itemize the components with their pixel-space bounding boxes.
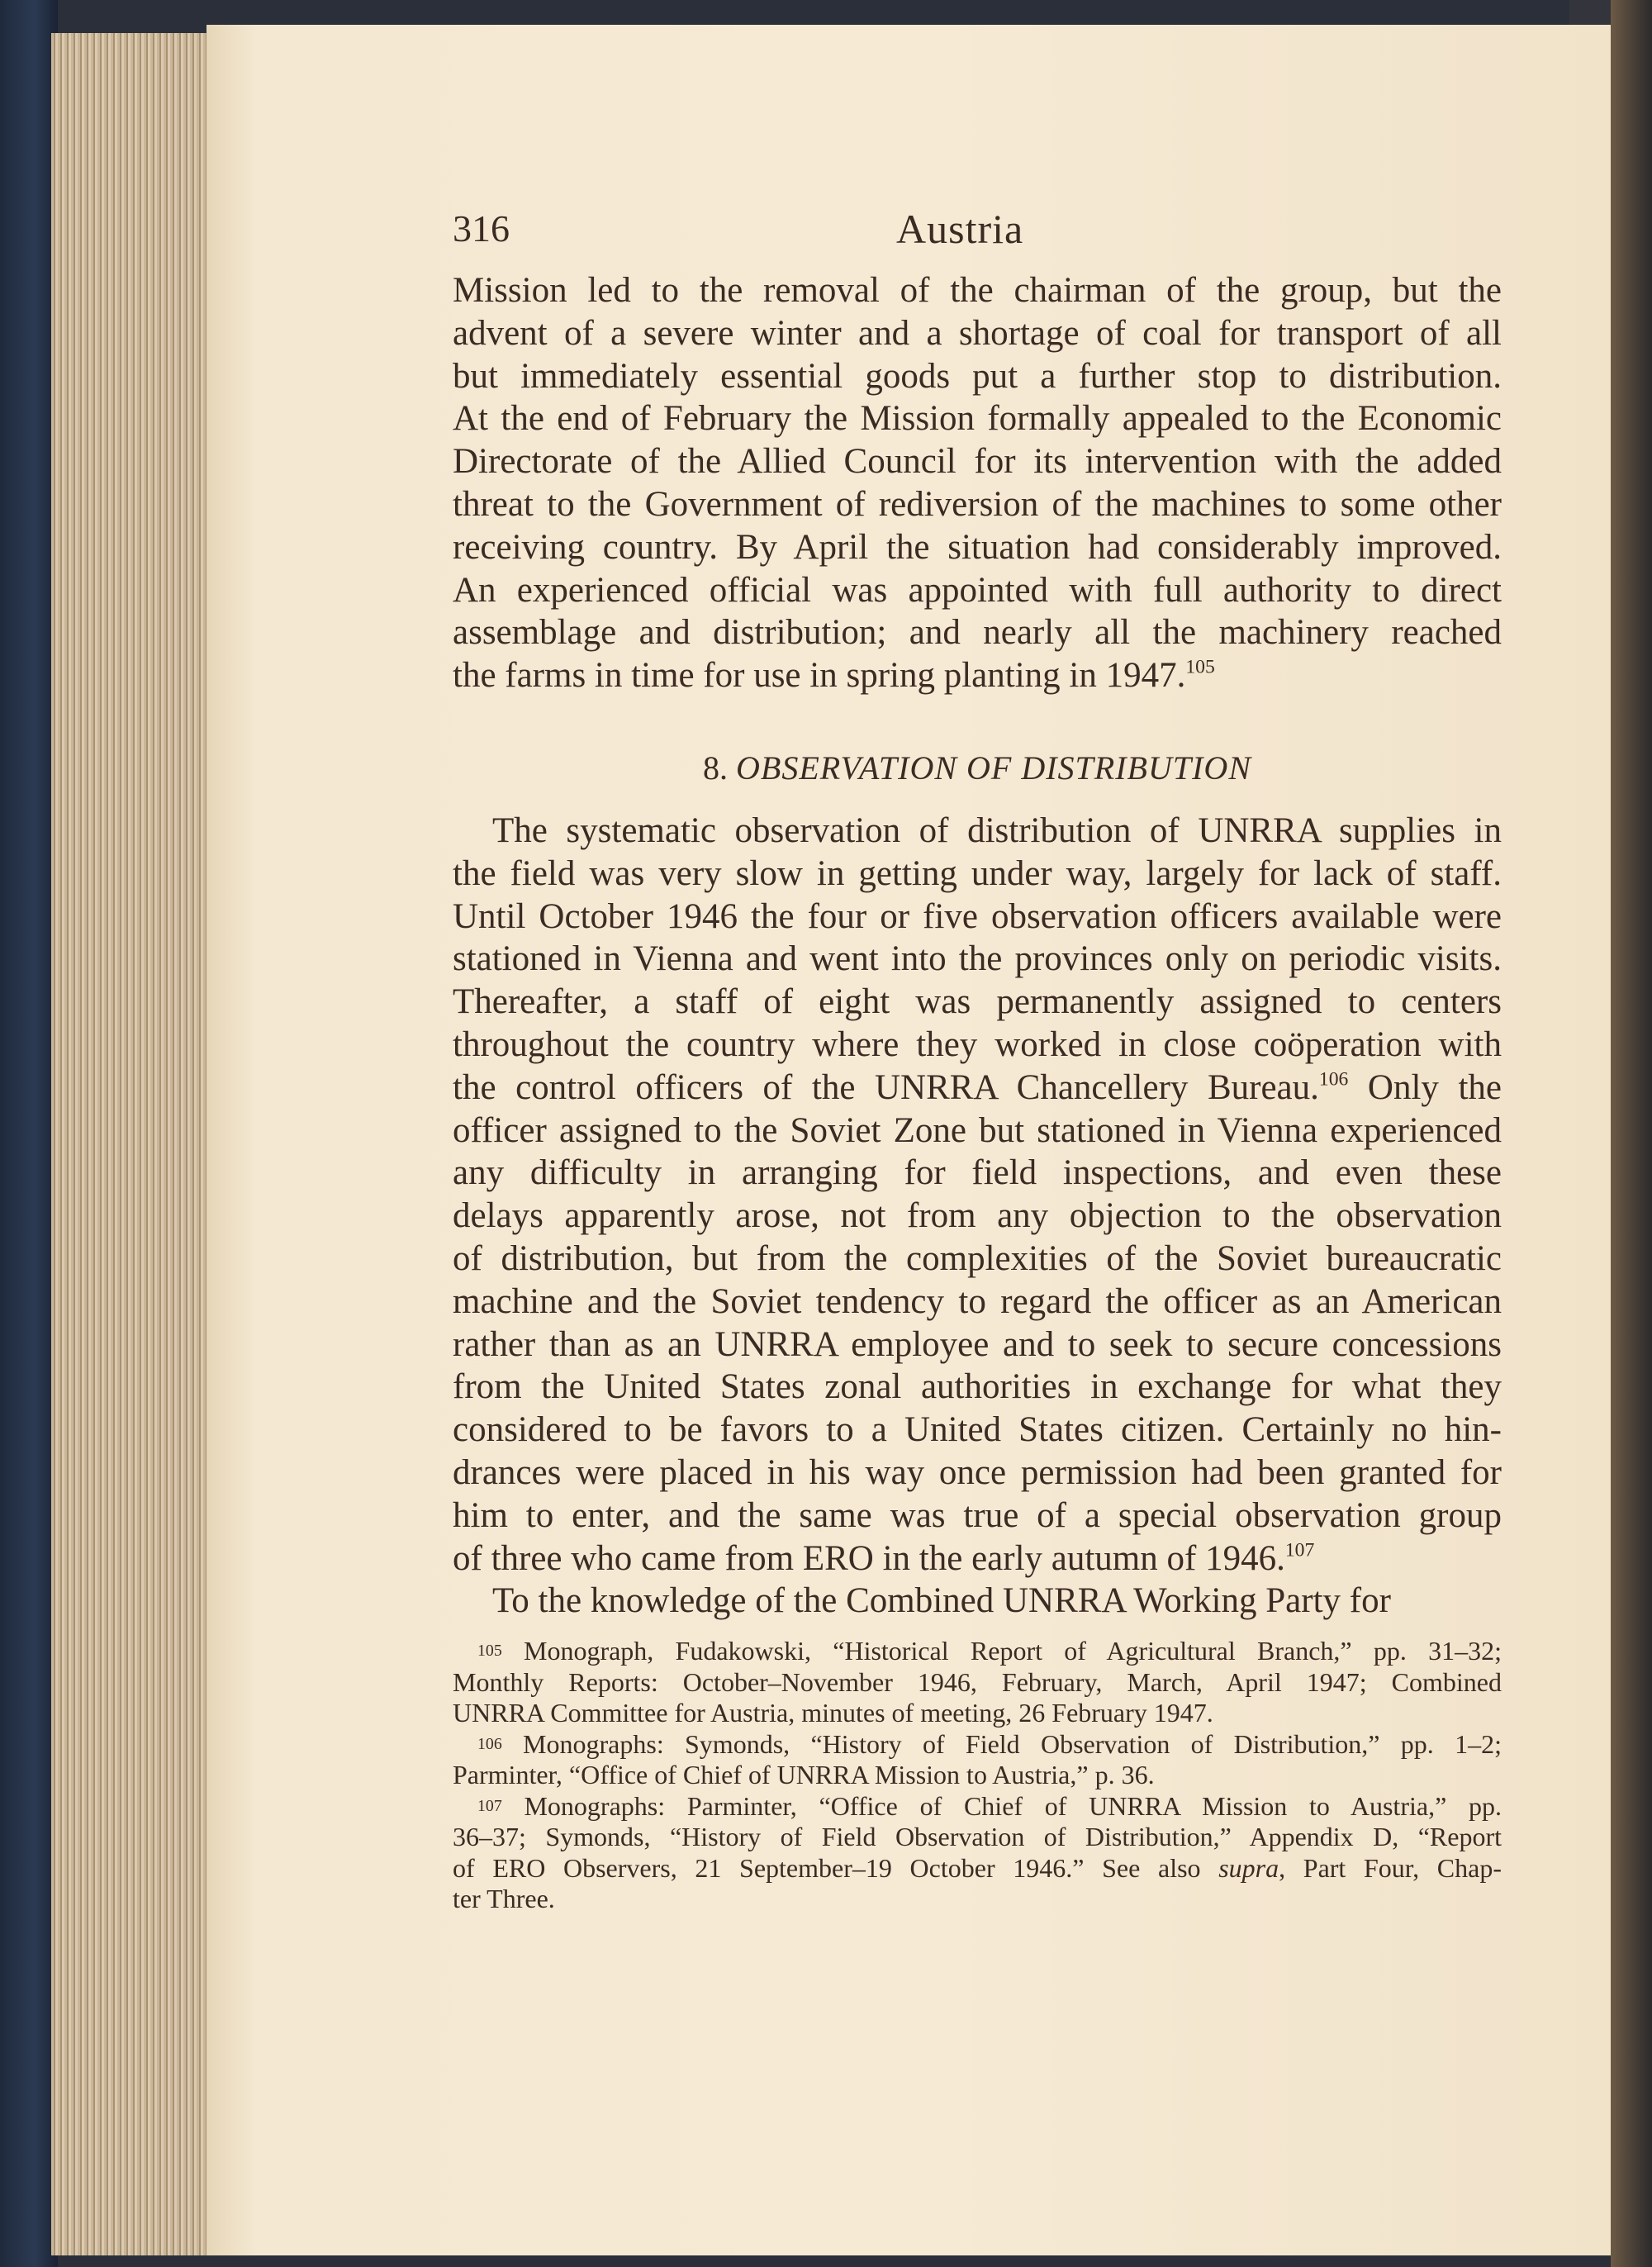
footnote-reference: 107 [1284, 1539, 1315, 1561]
text-line-text: To the knowledge of the Combined UNRRA Working Party for [492, 1581, 1391, 1621]
text-line [453, 810, 1502, 853]
footnote-line-text: ter Three. [453, 1884, 555, 1913]
text-line-text: threat to the Government of rediversion of the machines to some other [453, 485, 1502, 524]
text-line [453, 1281, 1502, 1324]
text-line [453, 1452, 1502, 1495]
footnote-line-text: Monthly Reports: October–November 1946, February, March, April 1947; Combined [453, 1666, 1502, 1697]
text-line-text: officer assigned to the Soviet Zone but stationed in Vienna experienced [453, 1110, 1502, 1150]
text-line [453, 1495, 1502, 1537]
text-line [453, 269, 1502, 312]
text-line [453, 1238, 1502, 1281]
text-line-text: from the United States zonal authorities in exchange for what they [453, 1367, 1502, 1407]
text-line [453, 526, 1502, 569]
footnote-line-text: UNRRA Committee for Austria, minutes of meeting, 26 February 1947. [453, 1698, 1213, 1728]
text-line-text: considered to be favors to a United States citizen. Certainly no hin- [453, 1410, 1502, 1450]
text-line-text: him to enter, and the same was true of a special observation group [453, 1495, 1502, 1535]
text-line-text: the control officers of the UNRRA Chancellery Bureau. [453, 1067, 1319, 1107]
text-line-text: The systematic observation of distribution of UNRRA supplies in [492, 811, 1502, 850]
text-line [453, 1067, 1502, 1110]
footnote-line-text: Monograph, Fudakowski, “Historical Report of Agricultural Branch,” pp. 31–32; [501, 1636, 1502, 1666]
footnote-number: 106 [477, 1734, 502, 1753]
text-line [453, 654, 1502, 697]
text-line [453, 896, 1502, 939]
text-line [453, 1024, 1502, 1067]
text-line-text: Mission led to the removal of the chairman of the group, but the [453, 271, 1502, 310]
text-line [453, 981, 1502, 1024]
footnote-line [453, 1667, 1502, 1698]
footnote-number: 107 [477, 1796, 502, 1815]
text-line [453, 397, 1502, 440]
text-line-text: of distribution, but from the complexities of the Soviet bureaucratic [453, 1239, 1502, 1278]
footnote-line-text: of ERO Observers, 21 September–19 October 1946.” See also [453, 1852, 1219, 1883]
book-cover [0, 0, 58, 2267]
text-line-text: rather than as an UNRRA employee and to seek to secure concessions [453, 1324, 1502, 1364]
text-line [453, 611, 1502, 654]
text-line-text: the farms in time for use in spring planting in 1947. [453, 656, 1186, 696]
text-line [453, 569, 1502, 612]
text-line [453, 938, 1502, 981]
footnote-line [453, 1884, 1502, 1914]
running-title: Austria [896, 206, 1024, 252]
text-line [453, 440, 1502, 483]
text-line [453, 312, 1502, 355]
footnote-line [453, 1729, 1502, 1760]
text-line-text: Directorate of the Allied Council for its intervention with the added [453, 442, 1502, 482]
footnote-line-text: Monographs: Parminter, “Office of Chief of UNRRA Mission to Austria,” pp. [501, 1790, 1502, 1821]
footnote-number: 105 [477, 1642, 502, 1661]
text-line-text: any difficulty in arranging for field inspections, and even these [453, 1153, 1502, 1193]
text-line [453, 1324, 1502, 1366]
footnote-line-text: Parminter, “Office of Chief of UNRRA Mission to Austria,” p. 36. [453, 1760, 1155, 1789]
text-line-text: the field was very slow in getting under way, largely for lack of staff. [453, 853, 1502, 893]
text-line [453, 1409, 1502, 1452]
footnote-line-text: Monographs: Symonds, “History of Field Observation of Distribution,” pp. 1–2; [501, 1728, 1502, 1759]
text-line-text: Only the [1348, 1067, 1502, 1107]
text-line-text: throughout the country where they worked in close coöperation with [453, 1025, 1502, 1064]
text-line [453, 1110, 1502, 1153]
page-edges [51, 33, 216, 2255]
text-line-text: An experienced official was appointed with full authority to direct [453, 570, 1502, 610]
text-line-text: receiving country. By April the situation had considerably improved. [453, 527, 1502, 567]
text-line-text: of three who came from ERO in the early autumn of 1946. [453, 1538, 1285, 1578]
section-heading [453, 749, 1502, 787]
footnote-line-text: 36–37; Symonds, “History of Field Observation of Distribution,” Appendix D, “Report [453, 1822, 1502, 1851]
text-line-text: Until October 1946 the four or five observation officers available were [453, 896, 1502, 936]
footnote-line-text: , Part Four, Chap- [1279, 1852, 1502, 1883]
text-line [453, 1195, 1502, 1238]
text-line [453, 1580, 1502, 1623]
italic-text: supra [1218, 1852, 1279, 1883]
text-line [453, 1537, 1502, 1580]
footnote-line [453, 1822, 1502, 1852]
section-number: 8. [703, 749, 728, 787]
text-line-text: advent of a severe winter and a shortage of coal for transport of all [453, 313, 1502, 353]
footnote-line [453, 1853, 1502, 1884]
text-line-text: delays apparently arose, not from any objection to the observation [453, 1196, 1502, 1236]
text-line [453, 853, 1502, 896]
text-line [453, 1366, 1502, 1409]
footnote-line [453, 1698, 1502, 1728]
text-line-text: drances were placed in his way once permission had been granted for [453, 1453, 1502, 1492]
text-line-text: stationed in Vienna and went into the provinces only on periodic visits. [453, 939, 1502, 979]
text-line-text: assemblage and distribution; and nearly all the machinery reached [453, 613, 1502, 653]
text-line-text: Thereafter, a staff of eight was permanently assigned to centers [453, 982, 1502, 1022]
footnote-line [453, 1760, 1502, 1790]
text-line [453, 483, 1502, 526]
right-page-edge [1611, 0, 1652, 2267]
text-line [453, 1152, 1502, 1195]
page-number: 316 [453, 207, 510, 250]
text-line-text: At the end of February the Mission formally appealed to the Economic [453, 399, 1502, 439]
section-title: OBSERVATION OF DISTRIBUTION [736, 749, 1251, 787]
text-line-text: machine and the Soviet tendency to regard the officer as an American [453, 1281, 1502, 1321]
footnote-line [453, 1636, 1502, 1666]
footnote-reference: 106 [1318, 1068, 1349, 1091]
text-line [453, 355, 1502, 398]
footnote-reference: 105 [1185, 656, 1215, 678]
footnote-line [453, 1791, 1502, 1822]
text-line-text: but immediately essential goods put a further stop to distribution. [453, 356, 1502, 396]
